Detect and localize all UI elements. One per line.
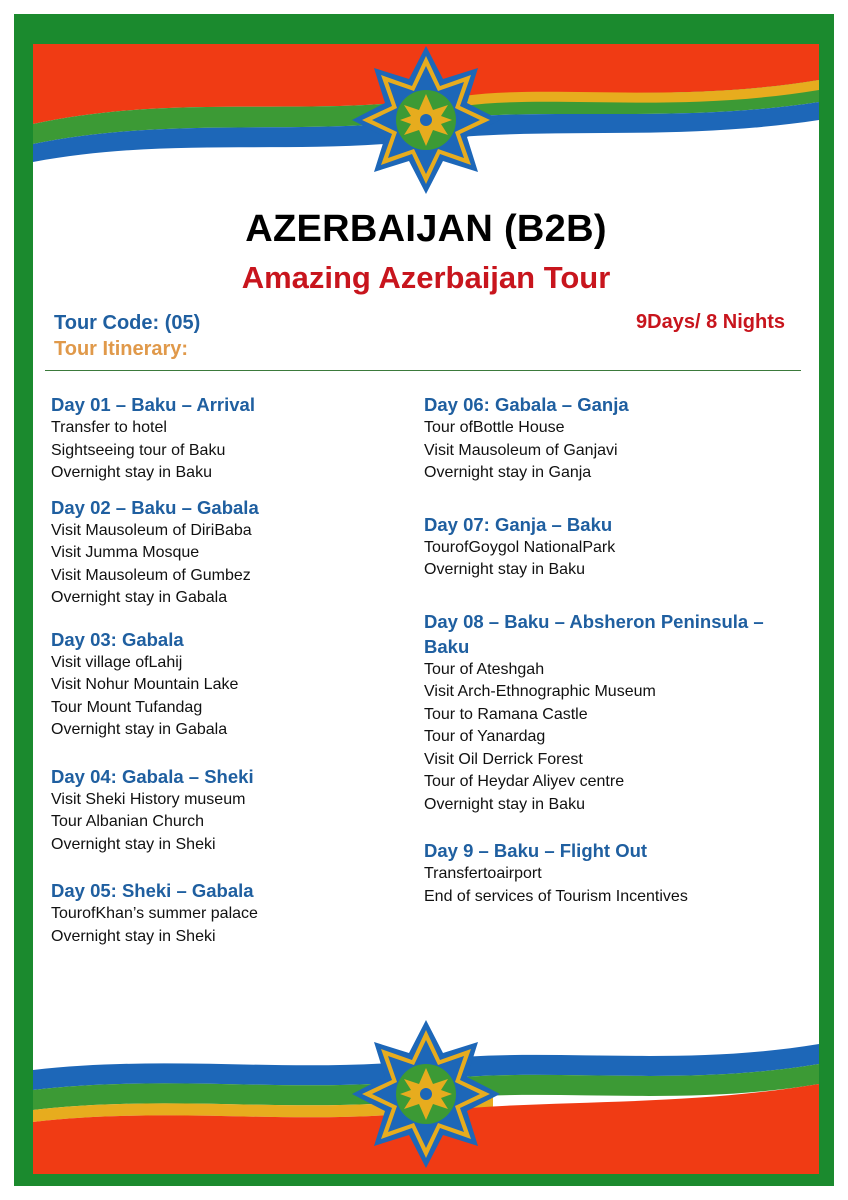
day-block [424, 609, 804, 817]
page-subtitle: Amazing Azerbaijan Tour [241, 260, 611, 295]
day-activity: Overnight stay in Baku [51, 464, 212, 481]
day-title: Day 08 – Baku – Absheron Peninsula – Baku [424, 610, 764, 657]
day-activity: Tour Mount Tufandag [51, 698, 203, 716]
day-activity: TourofGoygol NationalPark [424, 538, 616, 556]
day-title: Day 07: Ganja – Baku [424, 513, 613, 535]
page-title: AZERBAIJAN (B2B) [245, 208, 607, 250]
eight-point-star-icon [352, 1020, 500, 1168]
tour-duration: 9Days/ 8 Nights [636, 311, 785, 333]
day-activity: Tour Albanian Church [51, 813, 204, 830]
day-block [424, 392, 804, 485]
day-activity: Overnight stay in Baku [424, 561, 585, 578]
eight-point-star-icon [352, 46, 500, 194]
itinerary-label: Tour Itinerary: [54, 338, 189, 360]
day-block [424, 838, 804, 908]
day-activity: Tour to Ramana Castle [424, 705, 588, 723]
document-page [33, 44, 819, 1174]
day-activity: Overnight stay in Baku [424, 795, 585, 813]
day-activity: Overnight stay in Sheki [51, 927, 216, 945]
day-activity: Visit Mausoleum of Ganjavi [424, 441, 618, 459]
day-activity: Overnight stay in Gabala [51, 589, 228, 606]
day-activity: Tour of Ateshgah [424, 660, 545, 678]
day-title: Day 03: Gabala [51, 628, 184, 650]
day-activity: Tour ofBottle House [424, 419, 565, 436]
day-activity: Visit Sheki History museum [51, 790, 246, 808]
day-block [51, 764, 401, 857]
day-block [51, 627, 401, 742]
bottom-flag-banner [33, 1014, 819, 1174]
itinerary-right-column [424, 392, 804, 908]
day-block [51, 495, 401, 610]
day-activity: Visit Oil Derrick Forest [424, 750, 583, 768]
day-activity: Overnight stay in Ganja [424, 464, 592, 481]
day-block [424, 512, 804, 582]
itinerary-left-column [51, 392, 401, 948]
divider [45, 370, 801, 371]
day-activity: End of services of Tourism Incentives [424, 887, 688, 905]
day-activity: Visit village ofLahij [51, 653, 183, 671]
day-activity: Visit Nohur Mountain Lake [51, 676, 239, 693]
day-activity: Tour of Heydar Aliyev centre [424, 773, 625, 790]
day-block [51, 392, 401, 485]
day-activity: Sightseeing tour of Baku [51, 441, 226, 459]
day-title: Day 01 – Baku – Arrival [51, 394, 255, 415]
top-flag-banner [33, 44, 819, 204]
day-activity: Overnight stay in Sheki [51, 835, 216, 853]
day-activity: TourofKhan’s summer palace [51, 905, 258, 922]
day-activity: Visit Mausoleum of Gumbez [51, 566, 251, 584]
day-activity: Visit Mausoleum of DiriBaba [51, 521, 252, 539]
day-title: Day 04: Gabala – Sheki [51, 765, 254, 787]
day-activity: Transfertoairport [424, 865, 542, 882]
day-title: Day 05: Sheki – Gabala [51, 880, 254, 901]
day-activity: Tour of Yanardag [424, 728, 546, 745]
day-block [51, 878, 401, 948]
tour-code: Tour Code: (05) [54, 312, 201, 334]
day-title: Day 9 – Baku – Flight Out [424, 840, 648, 861]
day-title: Day 02 – Baku – Gabala [51, 496, 259, 518]
day-activity: Overnight stay in Gabala [51, 721, 228, 738]
day-title: Day 06: Gabala – Ganja [424, 394, 629, 415]
day-activity: Visit Jumma Mosque [51, 544, 200, 561]
day-activity: Visit Arch-Ethnographic Museum [424, 683, 656, 700]
day-activity: Transfer to hotel [51, 419, 167, 436]
